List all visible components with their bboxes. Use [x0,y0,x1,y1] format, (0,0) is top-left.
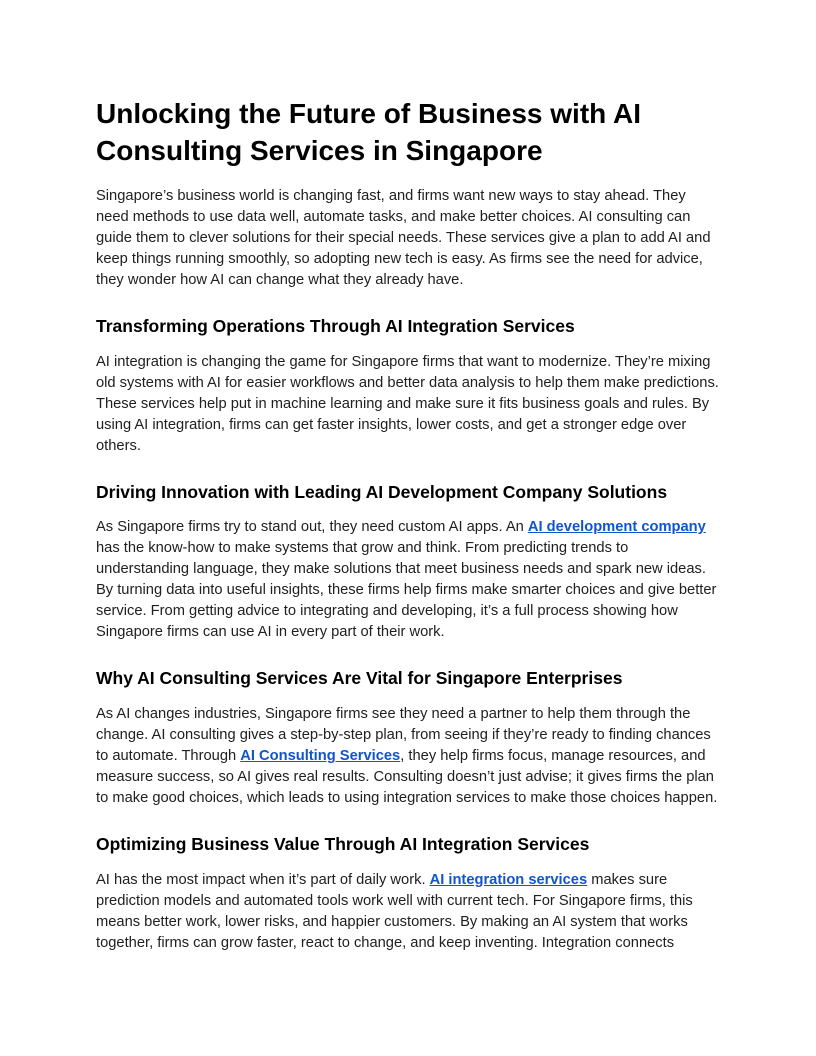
inline-link[interactable]: AI integration services [429,871,588,888]
section-paragraph: AI integration is changing the game for Singapore firms that want to modernize. They’re mixing old systems with AI for easier workflows and better data analysis to help them make predictions. These services help put in machine learning and make sure it fits business goals and rules. By using AI integration, firms can get faster insights, lower costs, and get a stronger edge over others. [96,353,719,454]
section-paragraph: As AI changes industries, Singapore firms see they need a partner to help them through the change. AI consulting gives a step-by-step plan, from seeing if they’re ready to finding chances to automate. Through AI Consulting Services, they help firms focus, manage resources, and measure success, so AI gives real results. Consulting doesn’t just advise; it gives firms the plan to make good choices, which leads to using integration services to make those choices happen. [96,706,718,807]
section-optimizing-value [96,833,720,954]
section-paragraph: AI has the most impact when it’s part of daily work. AI integration services makes sure prediction models and automated tools work well with current tech. For Singapore firms, this means better work, lower risks, and happier customers. By making an AI system that works together, firms can grow faster, react to change, and keep inventing. Integration connects [96,871,693,951]
section-driving-innovation [96,481,720,644]
section-heading: Optimizing Business Value Through AI Integration Services [96,834,590,855]
section-heading: Transforming Operations Through AI Integration Services [96,315,575,336]
document-title: Unlocking the Future of Business with AI Consulting Services in Singapore [96,98,641,166]
section-transforming-operations [96,315,720,457]
inline-link[interactable]: AI development company [527,519,706,536]
section-paragraph: As Singapore firms try to stand out, they need custom AI apps. An AI development company has the know-how to make systems that grow and think. From predicting trends to understanding language, they make solutions that meet business needs and spark new ideas. By turning data into useful insights, these firms help firms make smarter choices and give better service. From getting advice to integrating and developing, it’s a full process showing how Singapore firms can use AI in every part of their work. [96,519,717,641]
intro-paragraph: Singapore’s business world is changing fast, and firms want new ways to stay ahead. They need methods to use data well, automate tasks, and make better choices. AI consulting can guide them to clever solutions for their special needs. These services give a plan to add AI and keep things running smoothly, so adopting new tech is easy. As firms see the need for advice, they wonder how AI can change what they already have. [96,187,711,288]
inline-link[interactable]: AI Consulting Services [240,748,401,765]
section-why-vital [96,667,720,809]
section-heading: Why AI Consulting Services Are Vital for Singapore Enterprises [96,668,623,689]
section-heading: Driving Innovation with Leading AI Development Company Solutions [96,481,668,502]
